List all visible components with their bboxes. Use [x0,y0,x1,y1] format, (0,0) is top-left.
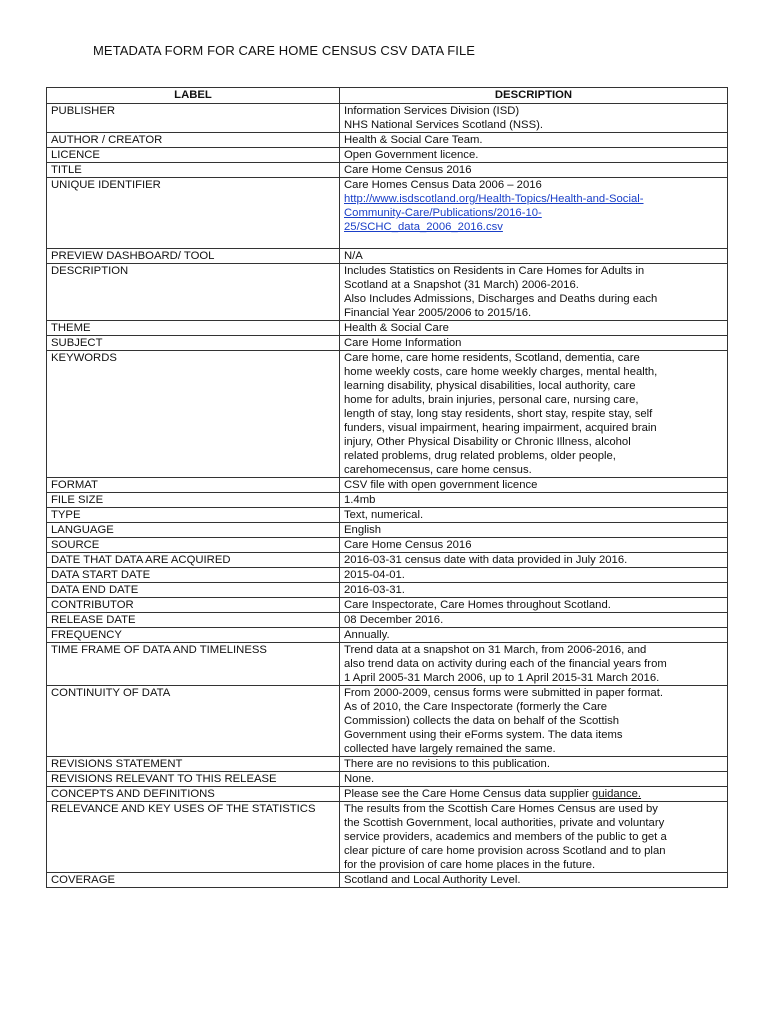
description-line: CSV file with open government licence [344,479,538,491]
table-row [47,538,728,553]
row-description [340,249,728,264]
description-line: collected have largely remained the same. [344,743,556,755]
table-row [47,757,728,772]
row-label: FILE SIZE [47,493,340,508]
description-line: 2016-03-31. [344,584,405,596]
description-line: Also Includes Admissions, Discharges and Deaths during each [344,293,658,305]
row-label: RELEVANCE AND KEY USES OF THE STATISTICS [47,802,340,873]
description-line: length of stay, long stay residents, short stay, respite stay, self [344,408,653,420]
row-description [340,873,728,888]
description-line: From 2000-2009, census forms were submitted in paper format. [344,687,663,699]
row-label: LANGUAGE [47,523,340,538]
table-row [47,613,728,628]
description-line: As of 2010, the Care Inspectorate (formerly the Care [344,701,608,713]
dataset-link[interactable]: http://www.isdscotland.org/Health-Topics/Health-and-Social- [344,193,644,205]
description-line: 08 December 2016. [344,614,444,626]
description-line: Care Home Census 2016 [344,539,472,551]
row-description [340,133,728,148]
description-line: 1.4mb [344,494,376,506]
table-row [47,686,728,757]
description-line: Open Government licence. [344,149,479,161]
row-label: DESCRIPTION [47,264,340,321]
table-row [47,873,728,888]
description-line: learning disability, physical disabilities, local authority, care [344,380,636,392]
row-label: REVISIONS RELEVANT TO THIS RELEASE [47,772,340,787]
row-description [340,493,728,508]
description-line: Text, numerical. [344,509,424,521]
description-line: None. [344,773,375,785]
row-label: SOURCE [47,538,340,553]
description-column-header: DESCRIPTION [340,88,728,104]
metadata-table [46,87,728,888]
row-description [340,686,728,757]
row-label: TIME FRAME OF DATA AND TIMELINESS [47,643,340,686]
row-label: TITLE [47,163,340,178]
row-label: DATE THAT DATA ARE ACQUIRED [47,553,340,568]
table-row [47,249,728,264]
row-label: AUTHOR / CREATOR [47,133,340,148]
row-description [340,478,728,493]
row-description [340,538,728,553]
description-line: NHS National Services Scotland (NSS). [344,119,544,131]
row-label: RELEASE DATE [47,613,340,628]
row-label: CONTRIBUTOR [47,598,340,613]
row-description [340,523,728,538]
row-label: REVISIONS STATEMENT [47,757,340,772]
table-body [47,104,728,888]
table-row [47,598,728,613]
row-description [340,321,728,336]
row-description [340,351,728,478]
label-column-header: LABEL [47,88,340,104]
description-line: related problems, drug related problems, older people, [344,450,616,462]
table-row [47,264,728,321]
description-line: Care Homes Census Data 2006 – 2016 [344,179,542,191]
table-row [47,787,728,802]
row-label: PUBLISHER [47,104,340,133]
row-label: CONCEPTS AND DEFINITIONS [47,787,340,802]
description-line: Care Home Information [344,337,462,349]
description-line: Care home, care home residents, Scotland, dementia, care [344,352,640,364]
table-row [47,583,728,598]
description-line: N/A [344,250,363,262]
description-line: funders, visual impairment, hearing impairment, acquired brain [344,422,657,434]
row-description [340,163,728,178]
row-description [340,553,728,568]
description-line: Financial Year 2005/2006 to 2015/16. [344,307,532,319]
row-label: FORMAT [47,478,340,493]
row-label: FREQUENCY [47,628,340,643]
table-row [47,133,728,148]
description-line: Commission) collects the data on behalf of the Scottish [344,715,620,727]
row-label: LICENCE [47,148,340,163]
row-description [340,264,728,321]
description-line: There are no revisions to this publication. [344,758,550,770]
description-line: Includes Statistics on Residents in Care Homes for Adults in [344,265,645,277]
row-description [340,628,728,643]
description-line: Health & Social Care [344,322,449,334]
table-row [47,508,728,523]
row-label: TYPE [47,508,340,523]
row-label: UNIQUE IDENTIFIER [47,178,340,249]
row-description [340,787,728,802]
table-row [47,643,728,686]
row-description [340,772,728,787]
guidance-link[interactable]: guidance. [592,788,642,800]
table-row [47,523,728,538]
dataset-link[interactable]: 25/SCHC_data_2006_2016.csv [344,221,503,233]
row-description [340,757,728,772]
description-line: English [344,524,382,536]
row-description [340,508,728,523]
row-label: KEYWORDS [47,351,340,478]
row-description [340,104,728,133]
table-row [47,553,728,568]
table-row [47,772,728,787]
row-description [340,568,728,583]
description-line: Information Services Division (ISD) [344,105,520,117]
table-row [47,628,728,643]
row-description [340,643,728,686]
table-header-row [47,88,728,104]
table-row [47,351,728,478]
description-line: service providers, academics and members of the public to get a [344,831,667,843]
table-row [47,802,728,873]
row-label: DATA START DATE [47,568,340,583]
description-line: Health & Social Care Team. [344,134,483,146]
table-row [47,163,728,178]
description-line: for the provision of care home places in the future. [344,859,596,871]
description-line: clear picture of care home provision across Scotland and to plan [344,845,666,857]
table-row [47,178,728,249]
document-title: METADATA FORM FOR CARE HOME CENSUS CSV DATA FILE [93,43,476,58]
description-line: Scotland and Local Authority Level. [344,874,521,886]
row-label: THEME [47,321,340,336]
description-line: injury, Other Physical Disability or Chronic Illness, alcohol [344,436,631,448]
row-description [340,613,728,628]
description-line: 1 April 2005-31 March 2006, up to 1 April 2015-31 March 2016. [344,672,660,684]
description-line: carehomecensus, care home census. [344,464,532,476]
description-line: Scotland at a Snapshot (31 March) 2006-2016. [344,279,579,291]
table-row [47,148,728,163]
row-description [340,598,728,613]
row-label: COVERAGE [47,873,340,888]
description-line: Care Home Census 2016 [344,164,472,176]
row-description [340,148,728,163]
description-line: home weekly costs, care home weekly charges, mental health, [344,366,658,378]
row-description [340,336,728,351]
description-line: The results from the Scottish Care Homes Census are used by [344,803,658,815]
table-row [47,568,728,583]
description-line: home for adults, brain injuries, personal care, nursing care, [344,394,639,406]
row-description [340,178,728,249]
table-row [47,493,728,508]
row-label: CONTINUITY OF DATA [47,686,340,757]
row-label: DATA END DATE [47,583,340,598]
row-description [340,802,728,873]
row-label: SUBJECT [47,336,340,351]
description-line: also trend data on activity during each of the financial years from [344,658,667,670]
description-line: the Scottish Government, local authorities, private and voluntary [344,817,665,829]
description-line: Government using their eForms system. The data items [344,729,623,741]
description-line: 2015-04-01. [344,569,405,581]
description-line: Care Inspectorate, Care Homes throughout Scotland. [344,599,611,611]
dataset-link[interactable]: Community-Care/Publications/2016-10- [344,207,542,219]
table-row [47,336,728,351]
table-row [47,104,728,133]
table-row [47,321,728,336]
description-line: Trend data at a snapshot on 31 March, from 2006-2016, and [344,644,647,656]
description-line: Please see the Care Home Census data supplier [344,788,593,800]
table-row [47,478,728,493]
row-label: PREVIEW DASHBOARD/ TOOL [47,249,340,264]
description-line: Annually. [344,629,390,641]
row-description [340,583,728,598]
description-line: 2016-03-31 census date with data provided in July 2016. [344,554,628,566]
